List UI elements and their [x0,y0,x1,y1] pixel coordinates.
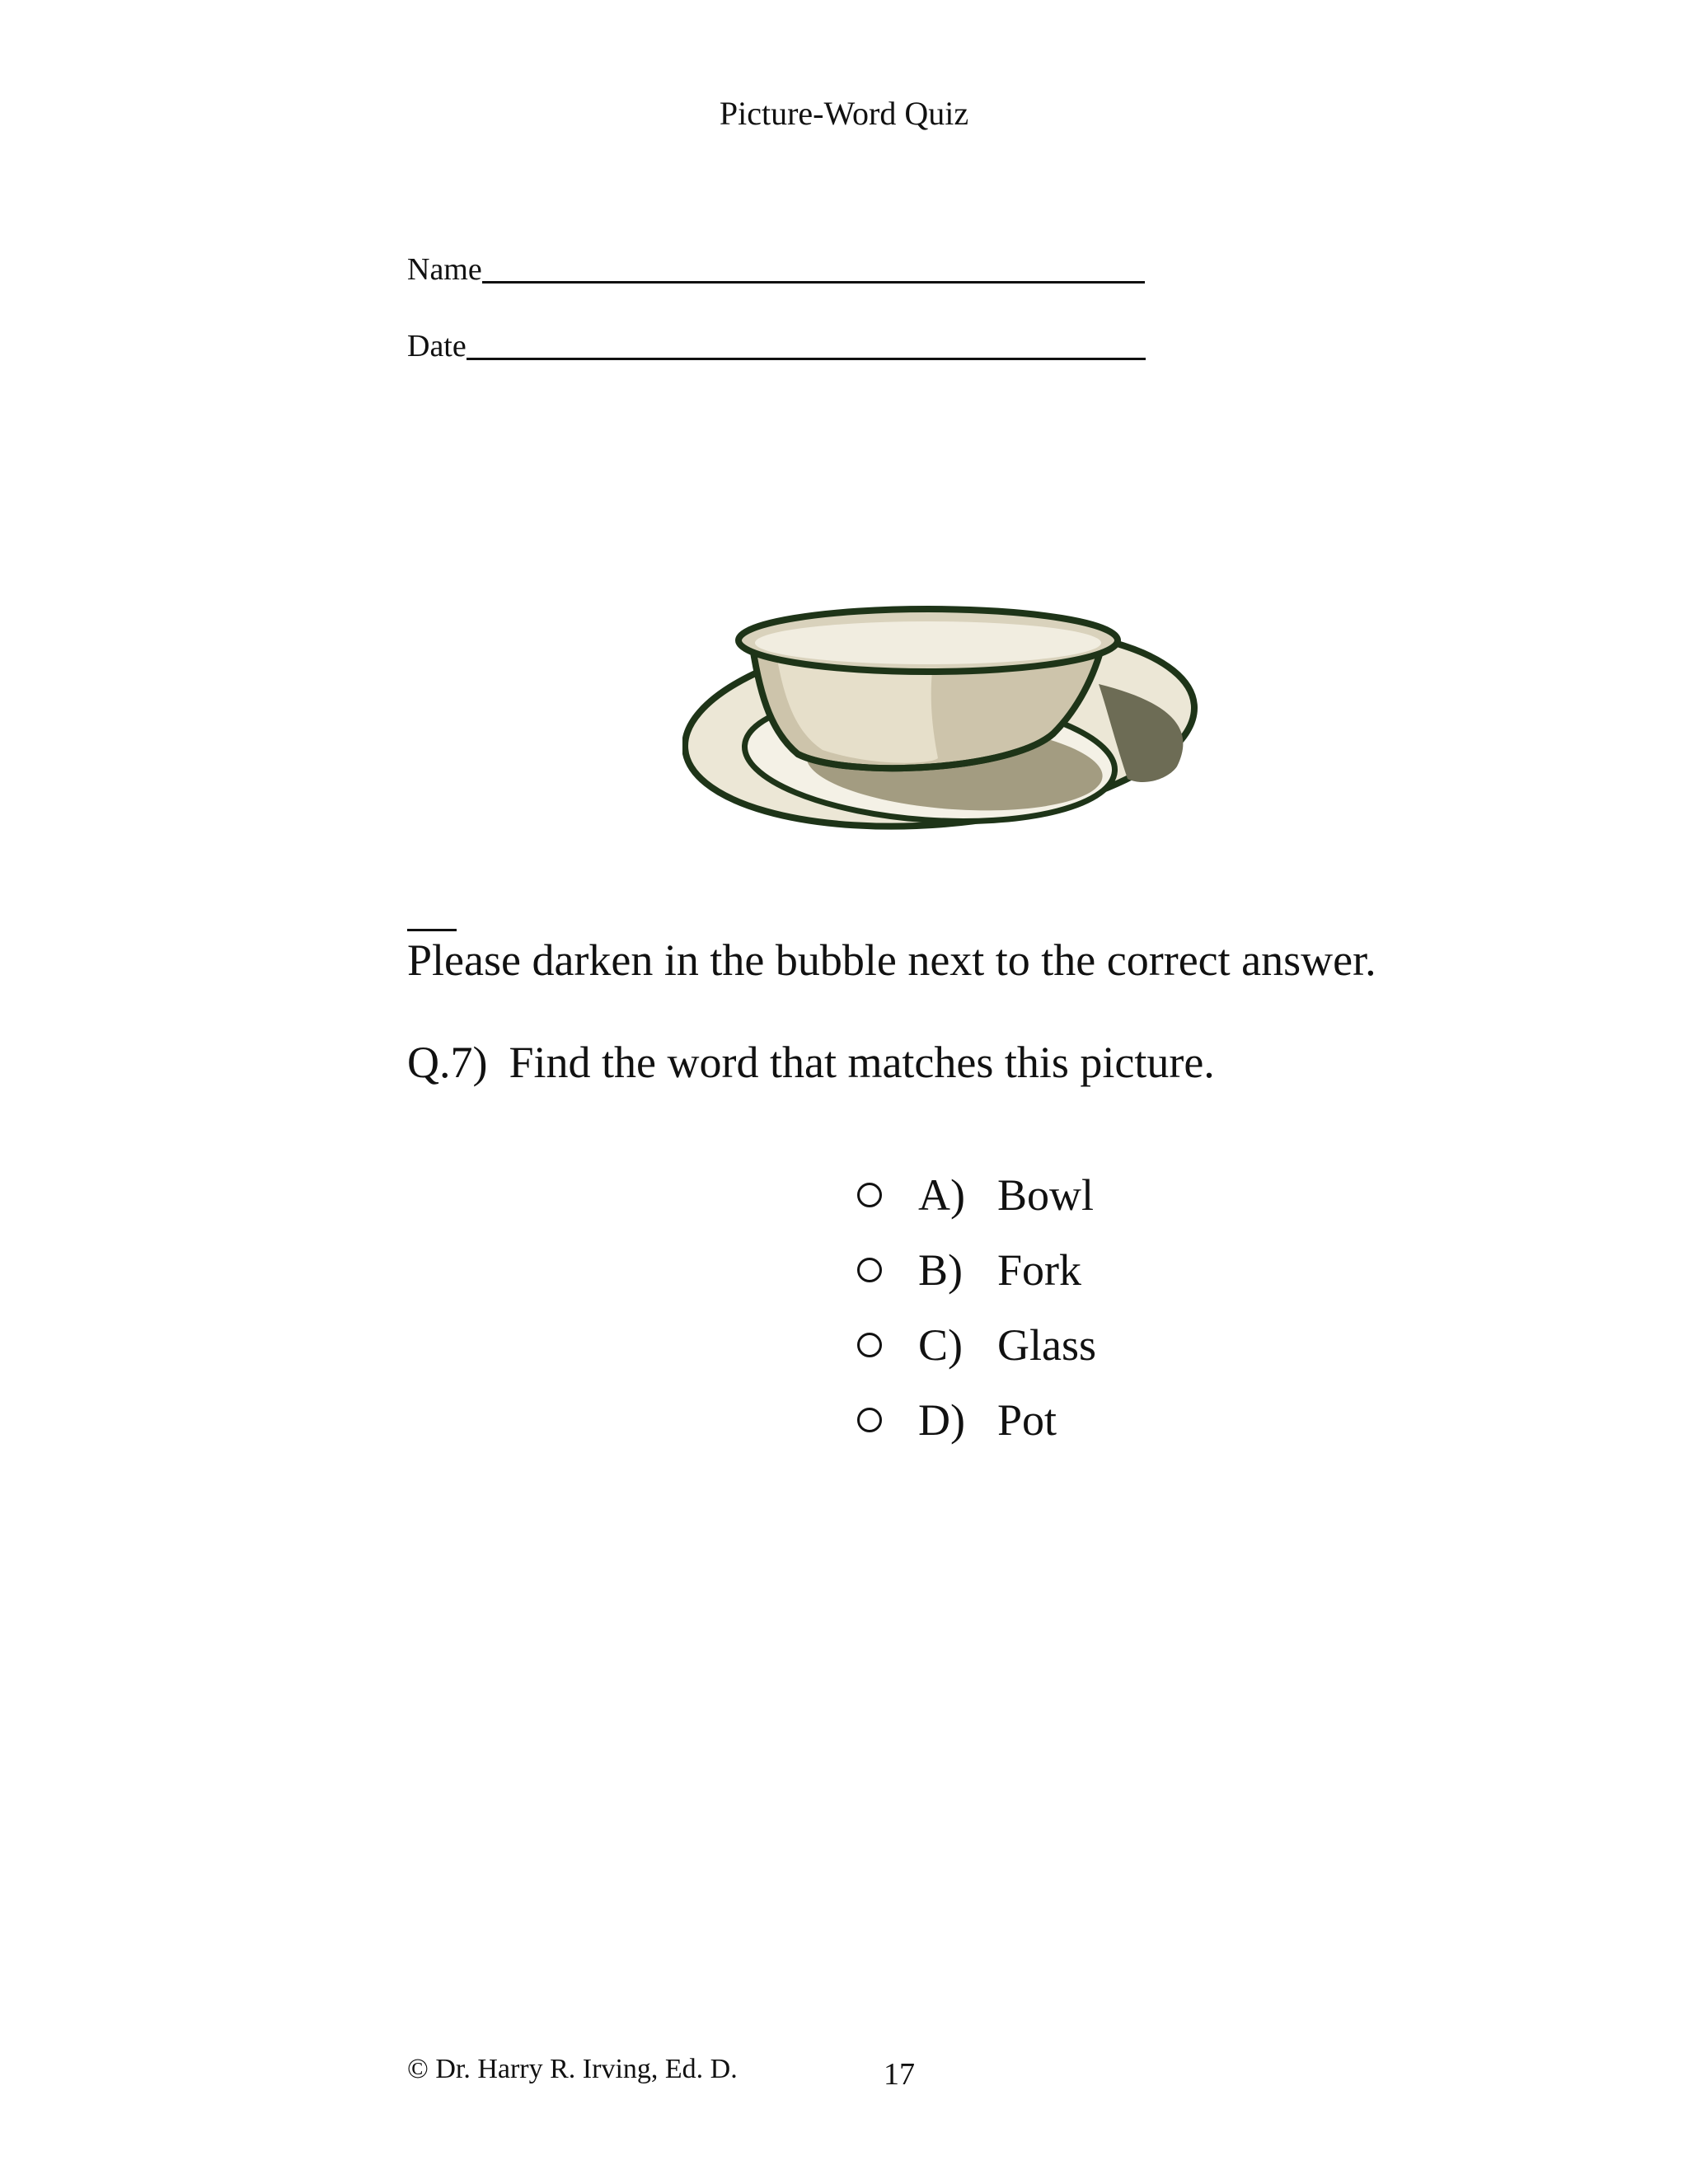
question-text: Find the word that matches this picture. [509,1038,1215,1087]
option-text: Bowl [997,1169,1095,1220]
date-label: Date [407,329,467,363]
instruction-text: Please darken in the bubble next to the correct answer. [407,935,1376,985]
option-letter: A) [918,1169,965,1220]
name-field[interactable] [407,254,1145,285]
question-number: Q.7) [407,1038,488,1087]
option-text: Glass [997,1319,1096,1370]
answer-bubble-b[interactable] [857,1258,882,1282]
answer-options [857,1157,1096,1457]
answer-bubble-c[interactable] [857,1333,882,1357]
option-c[interactable] [857,1307,1096,1382]
option-letter: D) [918,1394,965,1445]
option-text: Pot [997,1394,1057,1445]
page-number: 17 [884,2057,915,2092]
page-title: Picture-Word Quiz [719,95,969,132]
bowl-on-saucer-icon [682,602,1218,865]
option-letter: C) [918,1319,963,1370]
option-d[interactable] [857,1382,1096,1457]
short-blank-line [407,929,457,931]
answer-bubble-a[interactable] [857,1183,882,1207]
option-text: Fork [997,1244,1082,1295]
question-prompt [407,1040,1215,1085]
name-label: Name [407,252,482,287]
copyright-notice: © Dr. Harry R. Irving, Ed. D. [407,2054,738,2084]
date-field[interactable] [407,330,1146,362]
answer-bubble-d[interactable] [857,1408,882,1432]
option-b[interactable] [857,1232,1096,1307]
bowl-rim-inner [755,621,1101,664]
option-letter: B) [918,1244,963,1295]
option-a[interactable] [857,1157,1096,1232]
name-blank-line[interactable] [482,281,1145,284]
date-blank-line[interactable] [467,358,1146,360]
